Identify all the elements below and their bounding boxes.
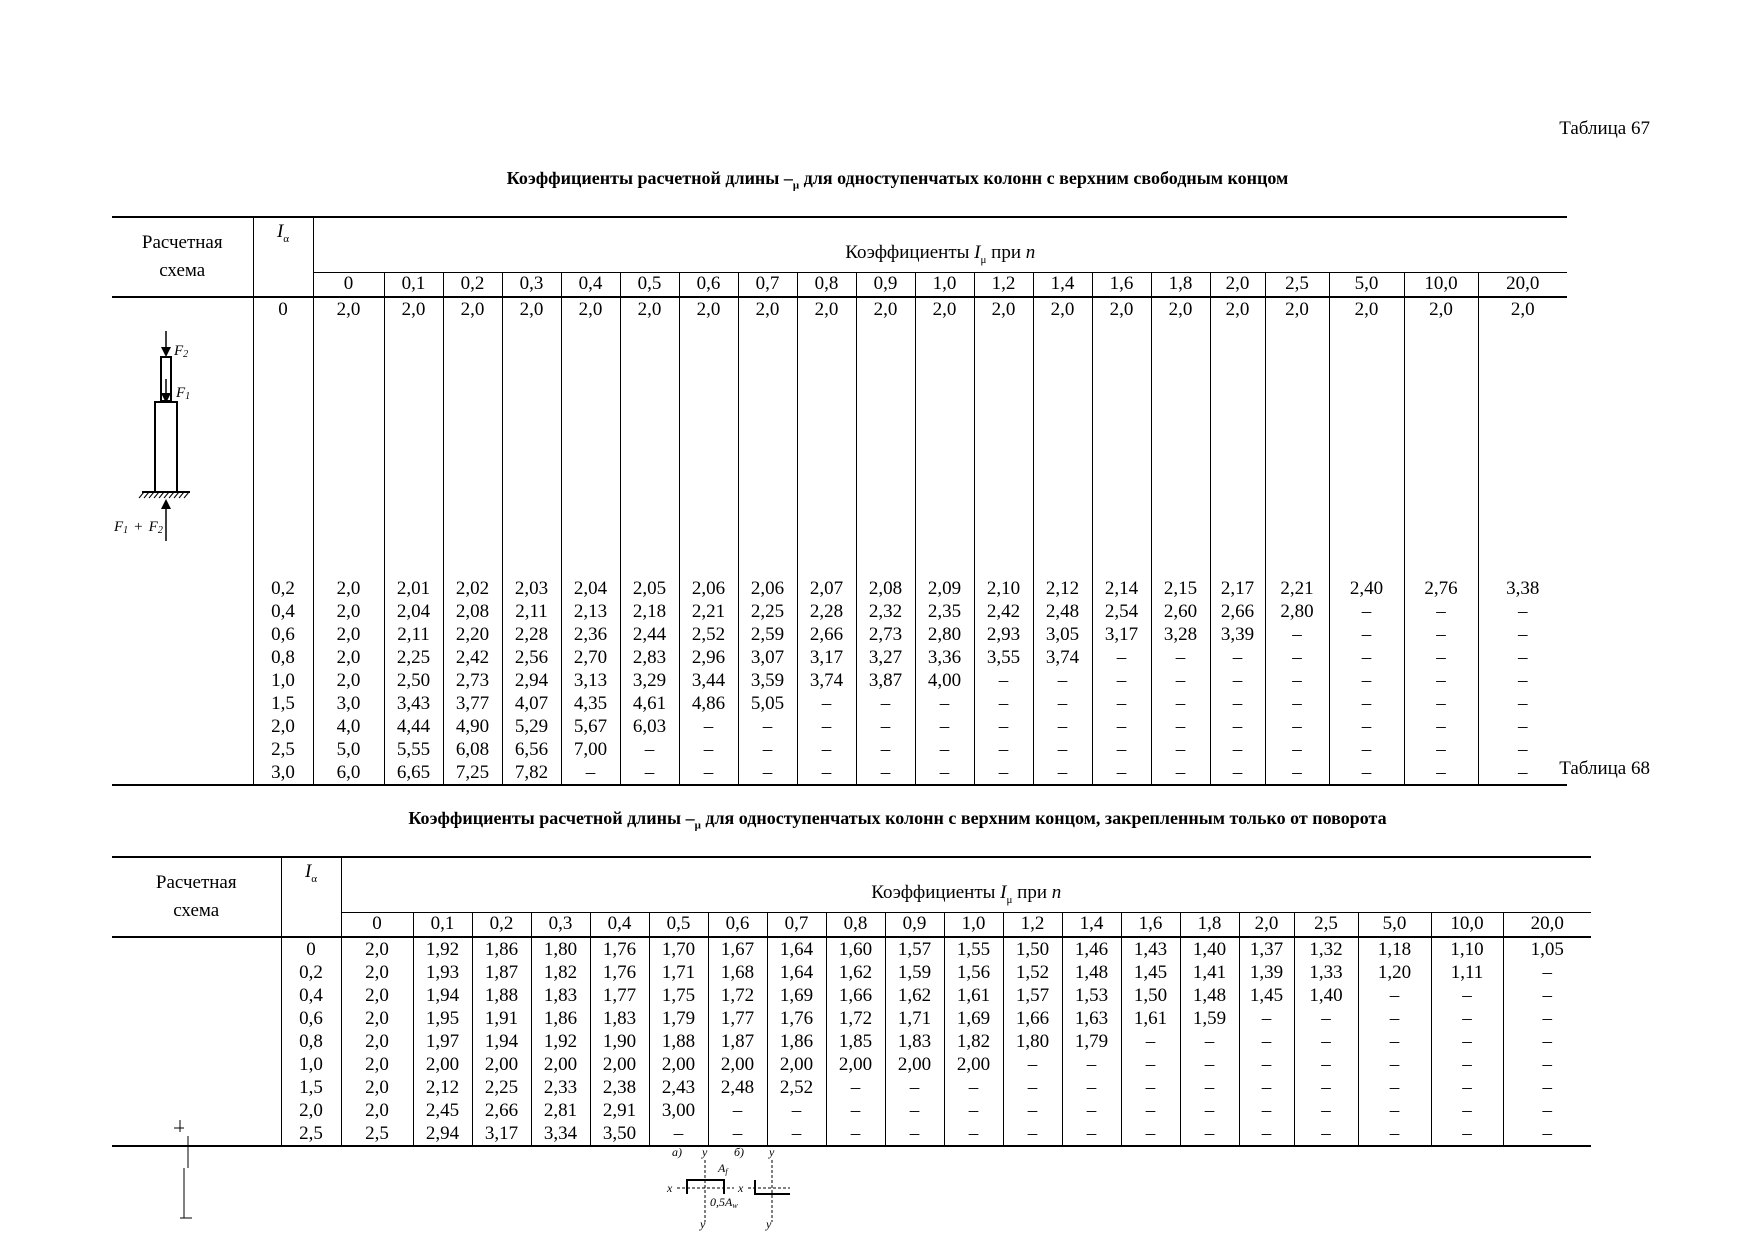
coef-column: 2,02 2,08 2,20 2,42 2,73 3,77 4,90 6,08 7,25 [443,577,502,785]
title-text: Коэффициенты расчетной длины [506,168,784,188]
title-symbol: – [783,168,793,188]
n-header-10: 1,0 [915,272,974,297]
table-number: Таблица 67 [1559,118,1650,139]
cross-section-figure [662,1142,802,1234]
coef-column: 2,01 2,04 2,11 2,25 2,50 3,43 4,44 5,55 6,65 [384,577,443,785]
alpha-value: 0 [253,297,313,577]
coef-value: 2,0 [679,297,738,577]
n-header-13: 1,6 [1092,272,1151,297]
n-header-8: 0,8 [826,912,885,937]
coef-column: 2,09 2,35 2,80 3,36 4,00 – – – – [915,577,974,785]
n-header-16: 2,5 [1294,912,1358,937]
coef-column: 2,06 2,25 2,59 3,07 3,59 5,05 – – – [738,577,797,785]
coef-value: 2,0 [1329,297,1404,577]
coef-column: 1,92 1,93 1,94 1,95 1,97 2,00 2,12 2,45 2,94 [413,937,472,1146]
n-header-2: 0,2 [443,272,502,297]
coef-column: 1,64 1,64 1,69 1,76 1,86 2,00 2,52 – – [767,937,826,1146]
n-header-9: 0,9 [885,912,944,937]
coef-value: 2,0 [797,297,856,577]
coef-column: 1,43 1,45 1,50 1,61 – – – – – [1121,937,1180,1146]
table-title-68: Коэффициенты расчетной длины $-_\mu$ для одноступенчатых колонн с верхним концом, закрепленным только от поворота [408,808,1387,832]
coef-value: 2,0 [1033,297,1092,577]
scheme-cell-empty [112,577,253,785]
coef-value: 2,0 [1092,297,1151,577]
coef-value: 2,0 [1210,297,1265,577]
svg-text:а): а) [672,1145,682,1159]
n-header-2: 0,2 [472,912,531,937]
n-header-5: 0,5 [620,272,679,297]
coef-column: 1,55 1,56 1,61 1,69 1,82 2,00 – – – [944,937,1003,1146]
coef-value: 2,0 [561,297,620,577]
label-reaction: F1 + F2 [114,518,164,536]
table-title [0,168,1755,192]
coef-value: 2,0 [738,297,797,577]
n-header-14: 1,8 [1180,912,1239,937]
coef-column: 2,17 2,66 3,39 – – – – – – [1210,577,1265,785]
coef-column: 2,06 2,21 2,52 2,96 3,44 4,86 – – – [679,577,738,785]
scheme-cell [112,297,253,577]
n-header-15: 2,0 [1239,912,1294,937]
coef-column: 1,76 1,76 1,77 1,83 1,90 2,00 2,38 2,91 3,50 [590,937,649,1146]
n-header-10: 1,0 [944,912,1003,937]
coef-column: 2,21 2,80 – – – – – – – [1265,577,1329,785]
coef-value: 2,0 [443,297,502,577]
coef-column: 2,0 2,0 2,0 2,0 2,0 3,0 4,0 5,0 6,0 [313,577,384,785]
coef-column: 1,50 1,52 1,57 1,66 1,80 – – – – [1003,937,1062,1146]
n-header-4: 0,4 [561,272,620,297]
coef-value: 2,0 [384,297,443,577]
coefficient-table-67 [112,216,1567,786]
coef-column: 1,32 1,33 1,40 – – – – – – [1294,937,1358,1146]
svg-text:x: x [667,1181,673,1195]
header-alpha-68: $I_\alpha$ [281,857,341,937]
header-coefficients-68: Коэффициенты $I_\mu$ при n [341,857,1591,912]
n-header-14: 1,8 [1151,272,1210,297]
coef-column: 2,03 2,11 2,28 2,56 2,94 4,07 5,29 6,56 7,82 [502,577,561,785]
n-header-18: 10,0 [1431,912,1503,937]
coef-column: 1,46 1,48 1,53 1,63 1,79 – – – – [1062,937,1121,1146]
n-header-4: 0,4 [590,912,649,937]
n-header-12: 1,4 [1033,272,1092,297]
n-header-16: 2,5 [1265,272,1329,297]
n-header-17: 5,0 [1329,272,1404,297]
coef-column: 2,07 2,28 2,66 3,17 3,74 – – – – [797,577,856,785]
n-header-15: 2,0 [1210,272,1265,297]
coef-value: 2,0 [1265,297,1329,577]
coef-column: 1,57 1,59 1,62 1,71 1,83 2,00 – – – [885,937,944,1146]
n-header-18: 10,0 [1404,272,1478,297]
coef-column: 2,15 2,60 3,28 – – – – – – [1151,577,1210,785]
n-header-19: 20,0 [1503,912,1591,937]
coef-column: 2,76 – – – – – – – – [1404,577,1478,785]
n-header-12: 1,4 [1062,912,1121,937]
title-text-end: для одноступенчатых колонн с верхним свободным концом [799,168,1289,188]
coef-value: 2,0 [974,297,1033,577]
coef-column: 2,0 2,0 2,0 2,0 2,0 2,0 2,0 2,0 2,5 [341,937,413,1146]
column-scheme-sketch [150,1118,220,1236]
n-header-9: 0,9 [856,272,915,297]
n-header-7: 0,7 [738,272,797,297]
coef-value: 2,0 [620,297,679,577]
coef-column: 2,08 2,32 2,73 3,27 3,87 – – – – [856,577,915,785]
coef-column: 1,37 1,39 1,45 – – – – – – [1239,937,1294,1146]
coef-value: 2,0 [1404,297,1478,577]
scheme-cell [112,937,281,1146]
n-header-1: 0,1 [384,272,443,297]
alpha-column: 0 0,2 0,4 0,6 0,8 1,0 1,5 2,0 2,5 [281,937,341,1146]
svg-text:x: x [738,1181,744,1195]
n-header-11: 1,2 [974,272,1033,297]
coef-column: 1,86 1,87 1,88 1,91 1,94 2,00 2,25 2,66 3,17 [472,937,531,1146]
n-header-3: 0,3 [531,912,590,937]
n-header-0: 0 [313,272,384,297]
coef-column: 1,05 – – – – – – – – [1503,937,1591,1146]
n-header-6: 0,6 [679,272,738,297]
header-coefficients: Коэффициенты $I_\mu$ при n [313,217,1567,272]
coef-value: 2,0 [1151,297,1210,577]
coef-column: 3,38 – – – – – – – – [1478,577,1567,785]
coef-column: 1,18 1,20 – – – – – – – [1358,937,1431,1146]
coef-column: 1,10 1,11 – – – – – – – [1431,937,1503,1146]
svg-text:y: y [700,1217,706,1231]
svg-text:б): б) [734,1145,745,1159]
svg-text:0,5Aw: 0,5Aw [710,1195,738,1210]
header-alpha: $I_\alpha$ [253,217,313,297]
coef-column: 2,05 2,18 2,44 2,83 3,29 4,61 6,03 – – [620,577,679,785]
coef-column: 1,70 1,71 1,75 1,79 1,88 2,00 2,43 3,00 – [649,937,708,1146]
svg-text:y: y [702,1145,708,1159]
coef-value: 2,0 [313,297,384,577]
n-header-3: 0,3 [502,272,561,297]
title-symbol-sub: μ [792,179,800,192]
n-header-1: 0,1 [413,912,472,937]
coef-value: 2,0 [856,297,915,577]
header-scheme: Расчетная схема [112,217,253,297]
n-header-19: 20,0 [1478,272,1567,297]
header-scheme-68: Расчетная схема [112,857,281,937]
n-header-0: 0 [341,912,413,937]
n-header-11: 1,2 [1003,912,1062,937]
alpha-column: 0,2 0,4 0,6 0,8 1,0 1,5 2,0 2,5 3,0 [253,577,313,785]
svg-text:y: y [766,1217,772,1231]
svg-text:y: y [769,1145,775,1159]
svg-text:Af: Af [718,1161,728,1176]
coef-column: 2,12 2,48 3,05 3,74 – – – – – [1033,577,1092,785]
n-header-17: 5,0 [1358,912,1431,937]
n-header-5: 0,5 [649,912,708,937]
n-header-13: 1,6 [1121,912,1180,937]
coef-column: 1,40 1,41 1,48 1,59 – – – – – [1180,937,1239,1146]
coef-column: 1,80 1,82 1,83 1,86 1,92 2,00 2,33 2,81 3,34 [531,937,590,1146]
coef-column: 2,04 2,13 2,36 2,70 3,13 4,35 5,67 7,00 – [561,577,620,785]
label-f2: F2 [174,342,189,360]
coef-column: 2,40 – – – – – – – – [1329,577,1404,785]
coef-column: 2,10 2,42 2,93 3,55 – – – – – [974,577,1033,785]
coef-value: 2,0 [1478,297,1567,577]
coef-value: 2,0 [915,297,974,577]
table-number-68: Таблица 68 [1559,758,1650,779]
coef-column: 2,14 2,54 3,17 – – – – – – [1092,577,1151,785]
n-header-8: 0,8 [797,272,856,297]
label-f1: F1 [176,384,191,402]
coef-column: 1,60 1,62 1,66 1,72 1,85 2,00 – – – [826,937,885,1146]
coef-value: 2,0 [502,297,561,577]
coef-column: 1,67 1,68 1,72 1,77 1,87 2,00 2,48 – – [708,937,767,1146]
n-header-7: 0,7 [767,912,826,937]
coefficient-table-68 [112,856,1591,1147]
column-scheme-diagram [112,321,252,571]
n-header-6: 0,6 [708,912,767,937]
